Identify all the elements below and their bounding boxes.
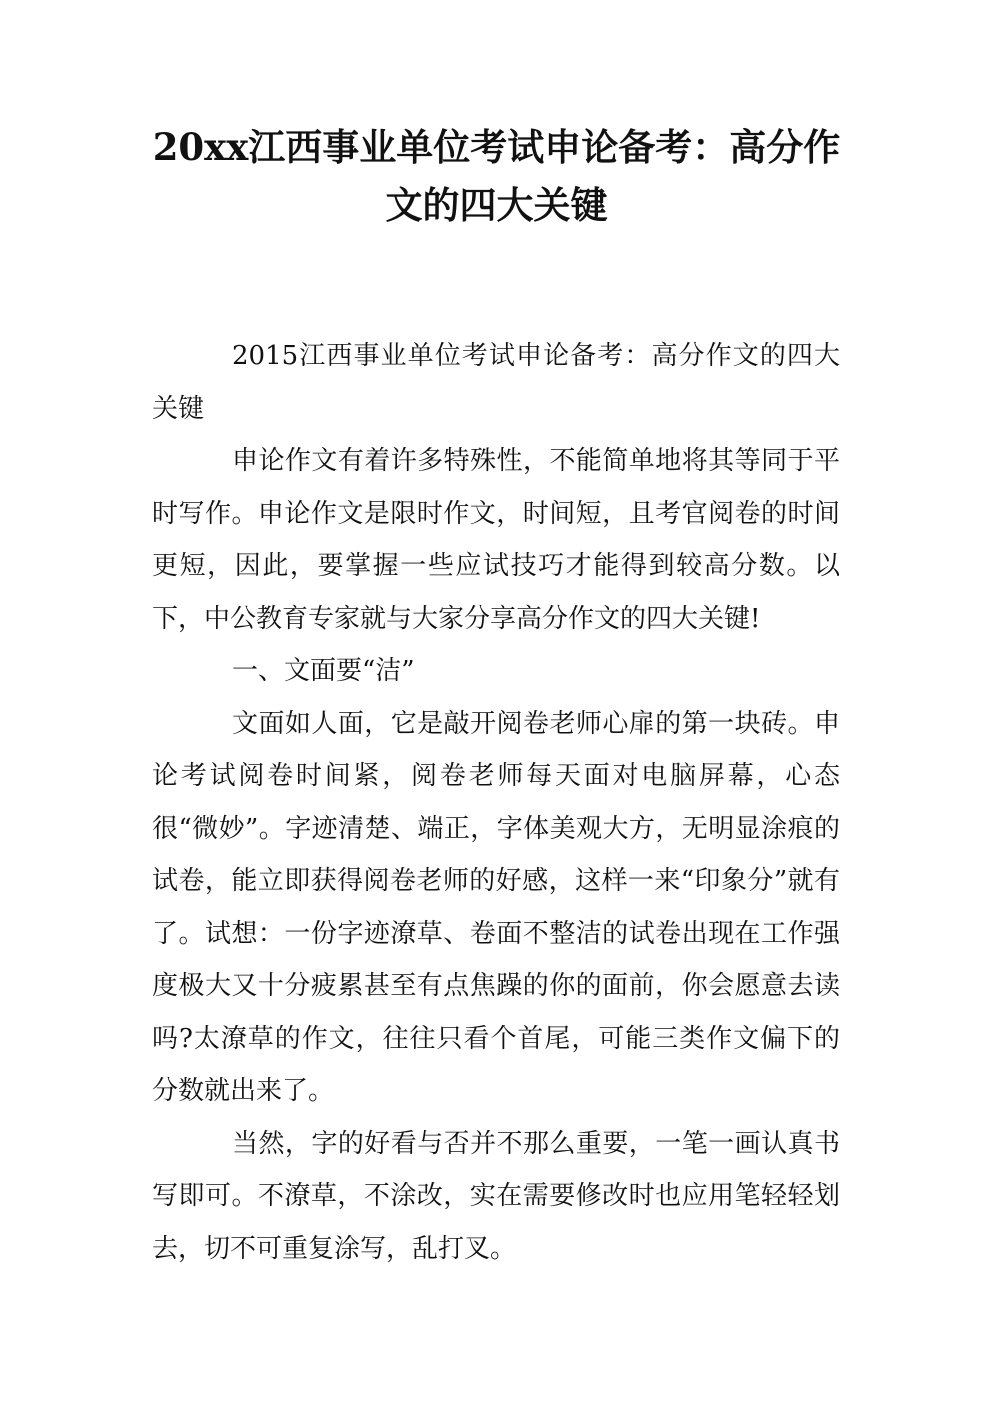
title-line-1: 20xx江西事业单位考试申论备考：高分作 [152, 125, 841, 169]
paragraph-section-1-cont: 当然，字的好看与否并不那么重要，一笔一画认真书写即可。不潦草，不涂改，实在需要修改时也应用笔轻轻划去，切不可重复涂写，乱打叉。 [152, 1128, 840, 1264]
paragraph-section-1: 文面如人面，它是敲开阅卷老师心扉的第一块砖。申论考试阅卷时间紧，阅卷老师每天面对电脑屏幕，心态很“微妙”。字迹清楚、端正，字体美观大方，无明显涂痕的试卷，能立即获得阅卷老师的好感，这样一来“印象分”就有了。试想：一份字迹潦草、卷面不整洁的试卷出现在工作强度极大又十分疲累甚至有点焦躁的你的面前，你会愿意去读吗?太潦草的作文，往往只看个首尾，可能三类作文偏下的分数就出来了。 [152, 708, 840, 1106]
paragraph-subtitle: 2015江西事业单位考试申论备考：高分作文的四大关键 [152, 341, 840, 424]
document-body [152, 330, 840, 1275]
document-title [150, 118, 843, 234]
title-line-2: 文的四大关键 [385, 183, 608, 227]
paragraph-intro: 申论作文有着许多特殊性，不能简单地将其等同于平时写作。申论作文是限时作文，时间短，且考官阅卷的时间更短，因此，要掌握一些应试技巧才能得到较高分数。以下，中公教育专家就与大家分享高分作文的四大关键! [152, 446, 840, 634]
section-heading-1: 一、文面要“洁” [232, 656, 415, 686]
